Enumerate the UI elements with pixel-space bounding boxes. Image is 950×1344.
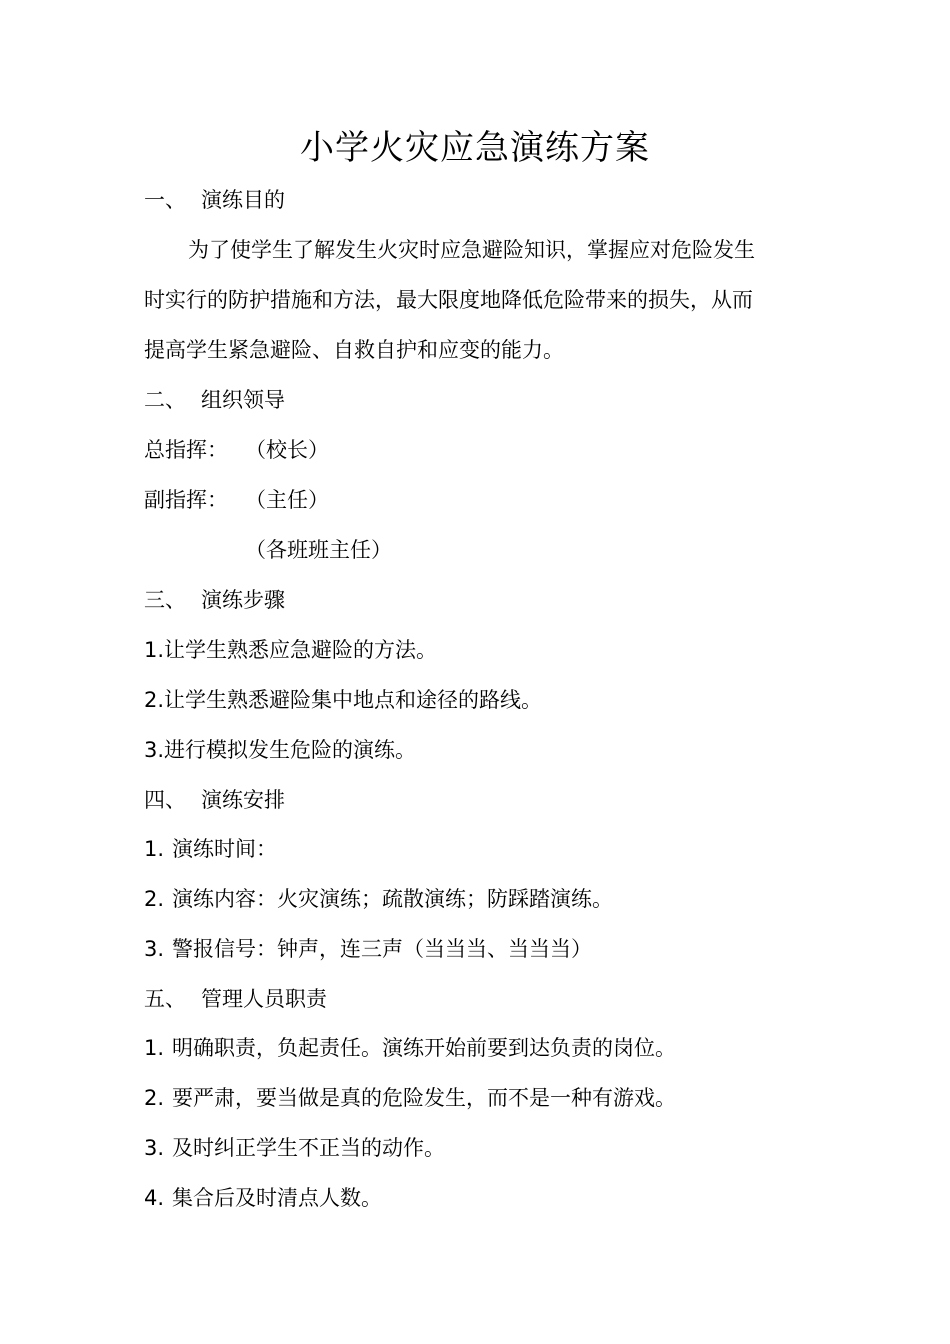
item-number: 3.	[144, 937, 165, 961]
list-item	[144, 1083, 676, 1113]
section-heading-3	[144, 585, 285, 615]
item-number: 3.	[144, 1136, 165, 1160]
item-number: 1.	[144, 837, 165, 861]
section-title: 管理人员职责	[201, 987, 327, 1011]
item-text: 及时纠正学生不正当的动作。	[172, 1136, 445, 1160]
paragraph-line: 提高学生紧急避险、自救自护和应变的能力。	[144, 338, 564, 362]
item-number: 4.	[144, 1186, 165, 1210]
commander-row	[144, 435, 329, 465]
item-number: 1.	[144, 1036, 165, 1060]
item-text: 明确职责，负起责任。演练开始前要到达负责的岗位。	[172, 1036, 676, 1060]
paragraph-line: 为了使学生了解发生火灾时应急避险知识，掌握应对危险发生	[188, 238, 755, 262]
section-title: 演练步骤	[201, 588, 285, 612]
section-number: 二、	[144, 388, 186, 412]
list-item: 1.让学生熟悉应急避险的方法。	[144, 638, 438, 662]
section-number: 一、	[144, 188, 186, 212]
deputy-value-2: （各班班主任）	[245, 538, 392, 562]
section-heading-2	[144, 385, 285, 415]
section-number: 三、	[144, 588, 186, 612]
commander-value: （校长）	[245, 438, 329, 462]
list-item: 2.让学生熟悉避险集中地点和途径的路线。	[144, 688, 543, 712]
section-title: 组织领导	[201, 388, 285, 412]
item-number: 2.	[144, 887, 165, 911]
item-text: 演练内容：火灾演练；疏散演练；防踩踏演练。	[172, 887, 613, 911]
document-title: 小学火灾应急演练方案	[300, 128, 650, 168]
item-text: 警报信号：钟声，连三声（当当当、当当当）	[172, 937, 592, 961]
item-number: 2.	[144, 1086, 165, 1110]
item-text: 演练时间：	[172, 837, 277, 861]
item-text: 集合后及时清点人数。	[172, 1186, 382, 1210]
list-item: 3.进行模拟发生危险的演练。	[144, 738, 417, 762]
deputy-value: （主任）	[245, 488, 329, 512]
list-item	[144, 1133, 445, 1163]
section-title: 演练目的	[201, 188, 285, 212]
paragraph-line: 时实行的防护措施和方法，最大限度地降低危险带来的损失，从而	[144, 288, 753, 312]
list-item	[144, 834, 277, 864]
item-text: 要严肃，要当做是真的危险发生，而不是一种有游戏。	[172, 1086, 676, 1110]
commander-label: 总指挥：	[144, 438, 228, 462]
list-item	[144, 1183, 382, 1213]
list-item	[144, 1033, 676, 1063]
deputy-row	[144, 485, 329, 515]
list-item	[144, 934, 592, 964]
section-heading-5	[144, 984, 327, 1014]
list-item	[144, 884, 613, 914]
section-number: 四、	[144, 788, 186, 812]
section-number: 五、	[144, 987, 186, 1011]
section-heading-4	[144, 785, 285, 815]
deputy-label: 副指挥：	[144, 488, 228, 512]
section-heading-1	[144, 185, 285, 215]
section-title: 演练安排	[201, 788, 285, 812]
